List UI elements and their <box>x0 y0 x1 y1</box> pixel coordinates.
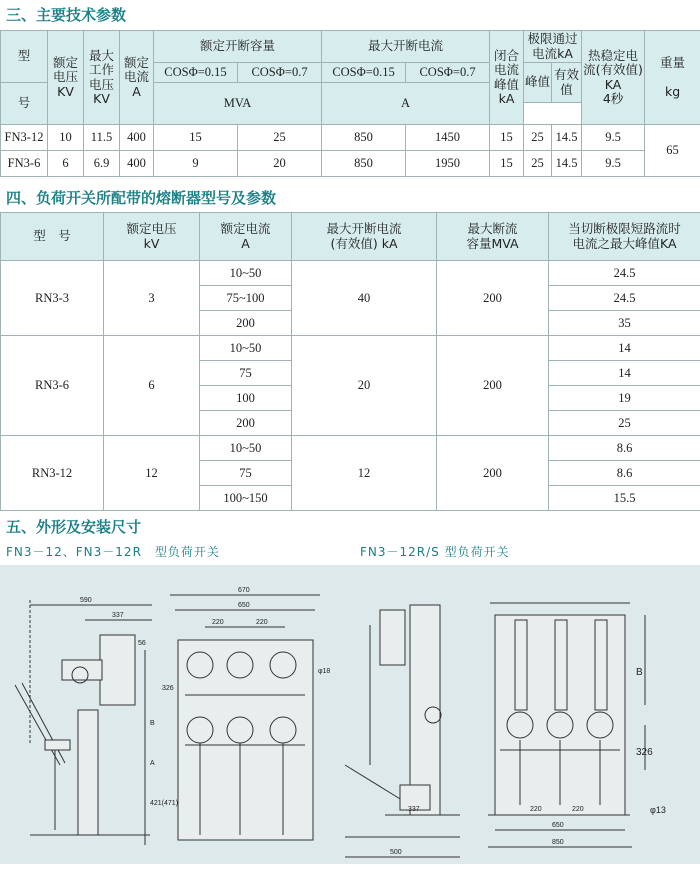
dim-B-right: B <box>636 667 643 678</box>
cell: 15 <box>490 125 524 151</box>
hdr-cos4: COSΦ=0.7 <box>406 63 490 83</box>
cell: 24.5 <box>549 286 700 311</box>
cell: 100 <box>200 386 292 411</box>
hdr-max-breaking-current: 最大开断电流 <box>322 31 490 63</box>
section3-title: 三、主要技术参数 <box>6 4 700 25</box>
cell: 10~50 <box>200 336 292 361</box>
cell: 75~100 <box>200 286 292 311</box>
cell: 400 <box>120 125 154 151</box>
right-side-view <box>345 605 460 857</box>
dim-220b: 220 <box>256 619 268 626</box>
cell: 200 <box>200 411 292 436</box>
hdr-mva: MVA <box>154 83 322 125</box>
cell: 12 <box>292 436 437 511</box>
table-row <box>1 261 700 286</box>
dim-590: 590 <box>80 597 92 604</box>
cell: 9.5 <box>582 151 645 177</box>
cell: 6 <box>48 151 84 177</box>
cell: 9.5 <box>582 125 645 151</box>
dim-B-left: B <box>150 720 155 727</box>
cell: 25 <box>238 125 322 151</box>
dim-220b-right: 220 <box>572 806 584 813</box>
dim-337: 337 <box>112 612 124 619</box>
cell: 25 <box>549 411 700 436</box>
dim-220a: 220 <box>212 619 224 626</box>
cell: 1450 <box>406 125 490 151</box>
right-figure-caption: FN3－12R/S 型负荷开关 <box>360 543 510 560</box>
hdr-rated-current: 额定电流 A <box>120 31 154 125</box>
drawings-svg <box>0 565 700 864</box>
cell: 15.5 <box>549 486 700 511</box>
hdr-cos3: COSΦ=0.15 <box>322 63 406 83</box>
cell: 25 <box>524 125 552 151</box>
cell: 10 <box>48 125 84 151</box>
cell: 8.6 <box>549 461 700 486</box>
cell: 75 <box>200 461 292 486</box>
cell: 850 <box>322 125 406 151</box>
hdr-cos2: COSΦ=0.7 <box>238 63 322 83</box>
cell: 15 <box>154 125 238 151</box>
dim-850: 850 <box>552 839 564 846</box>
hdr-rms: 有效值 <box>552 63 582 103</box>
hdr-fuse-max-break: 最大开断电流 (有效值) kA <box>292 213 437 261</box>
hdr-weight: 重量 kg <box>645 31 700 125</box>
dimension-drawings <box>0 565 700 864</box>
cell-model: RN3-6 <box>1 336 104 436</box>
table-row <box>1 436 700 461</box>
hdr-peak: 峰值 <box>524 63 552 103</box>
hdr-max-work-voltage: 最大工作电压 KV <box>84 31 120 125</box>
hdr-model: 型 <box>1 31 48 83</box>
cell: 35 <box>549 311 700 336</box>
dim-670: 670 <box>238 587 250 594</box>
cell: 20 <box>292 336 437 436</box>
cell: 100~150 <box>200 486 292 511</box>
hdr-limit-through: 极限通过电流kA <box>524 31 582 63</box>
hdr-amp: A <box>322 83 490 125</box>
cell: 24.5 <box>549 261 700 286</box>
cell: 12 <box>104 436 200 511</box>
dim-phi13: φ13 <box>650 805 666 815</box>
cell: 40 <box>292 261 437 336</box>
cell: 14.5 <box>552 151 582 177</box>
hdr-closing-peak: 闭合电流峰值 kA <box>490 31 524 125</box>
cell: 200 <box>437 336 549 436</box>
cell: 9 <box>154 151 238 177</box>
cell-model: RN3-12 <box>1 436 104 511</box>
section4-title: 四、负荷开关所配带的熔断器型号及参数 <box>6 187 700 208</box>
left-figure-caption: FN3－12、FN3－12R 型负荷开关 <box>6 543 220 560</box>
cell-model: FN3-12 <box>1 125 48 151</box>
cell: 3 <box>104 261 200 336</box>
hdr-fuse-capacity: 最大断流 容量MVA <box>437 213 549 261</box>
right-front-view <box>488 603 645 847</box>
cell: 1950 <box>406 151 490 177</box>
fuse-params-table <box>0 212 700 511</box>
cell: 25 <box>524 151 552 177</box>
hdr-rated-breaking-capacity: 额定开断容量 <box>154 31 322 63</box>
cell: 850 <box>322 151 406 177</box>
cell: 200 <box>437 261 549 336</box>
cell: 8.6 <box>549 436 700 461</box>
dim-220a-right: 220 <box>530 806 542 813</box>
cell: 15 <box>490 151 524 177</box>
cell-model: FN3-6 <box>1 151 48 177</box>
cell: 11.5 <box>84 125 120 151</box>
hdr-model-b: 号 <box>1 83 48 125</box>
table-row <box>1 125 700 151</box>
cell-weight: 65 <box>645 125 700 177</box>
cell: 14 <box>549 336 700 361</box>
cell: 400 <box>120 151 154 177</box>
hdr-fuse-voltage: 额定电压 kV <box>104 213 200 261</box>
table-row <box>1 151 700 177</box>
cell: 6.9 <box>84 151 120 177</box>
section5-title: 五、外形及安装尺寸 <box>6 516 700 537</box>
left-side-view <box>15 600 152 845</box>
cell: 14.5 <box>552 125 582 151</box>
hdr-fuse-model: 型 号 <box>1 213 104 261</box>
dim-phi18: φ18 <box>318 668 330 675</box>
hdr-rated-voltage: 额定电压 KV <box>48 31 84 125</box>
dim-56: 56 <box>138 640 146 647</box>
cell: 200 <box>437 436 549 511</box>
cell: 10~50 <box>200 436 292 461</box>
hdr-thermal: 热稳定电流(有效值) KA 4秒 <box>582 31 645 125</box>
hdr-fuse-current: 额定电流 A <box>200 213 292 261</box>
left-front-view <box>170 595 320 840</box>
dim-326-left: 326 <box>162 685 174 692</box>
dim-650: 650 <box>238 602 250 609</box>
hdr-cos1: COSΦ=0.15 <box>154 63 238 83</box>
cell: 200 <box>200 311 292 336</box>
dim-A: A <box>150 760 155 767</box>
dim-326-right: 326 <box>636 747 653 758</box>
hdr-fuse-cutoff: 当切断极限短路流时 电流之最大峰值KA <box>549 213 700 261</box>
dim-421: 421(471) <box>150 800 178 807</box>
cell: 6 <box>104 336 200 436</box>
tech-params-table <box>0 30 700 177</box>
dim-650-right: 650 <box>552 822 564 829</box>
cell: 10~50 <box>200 261 292 286</box>
dim-500: 500 <box>390 849 402 856</box>
cell: 14 <box>549 361 700 386</box>
cell: 20 <box>238 151 322 177</box>
cell: 19 <box>549 386 700 411</box>
cell-model: RN3-3 <box>1 261 104 336</box>
dim-337-right: 337 <box>408 806 420 813</box>
cell: 75 <box>200 361 292 386</box>
table-row <box>1 336 700 361</box>
